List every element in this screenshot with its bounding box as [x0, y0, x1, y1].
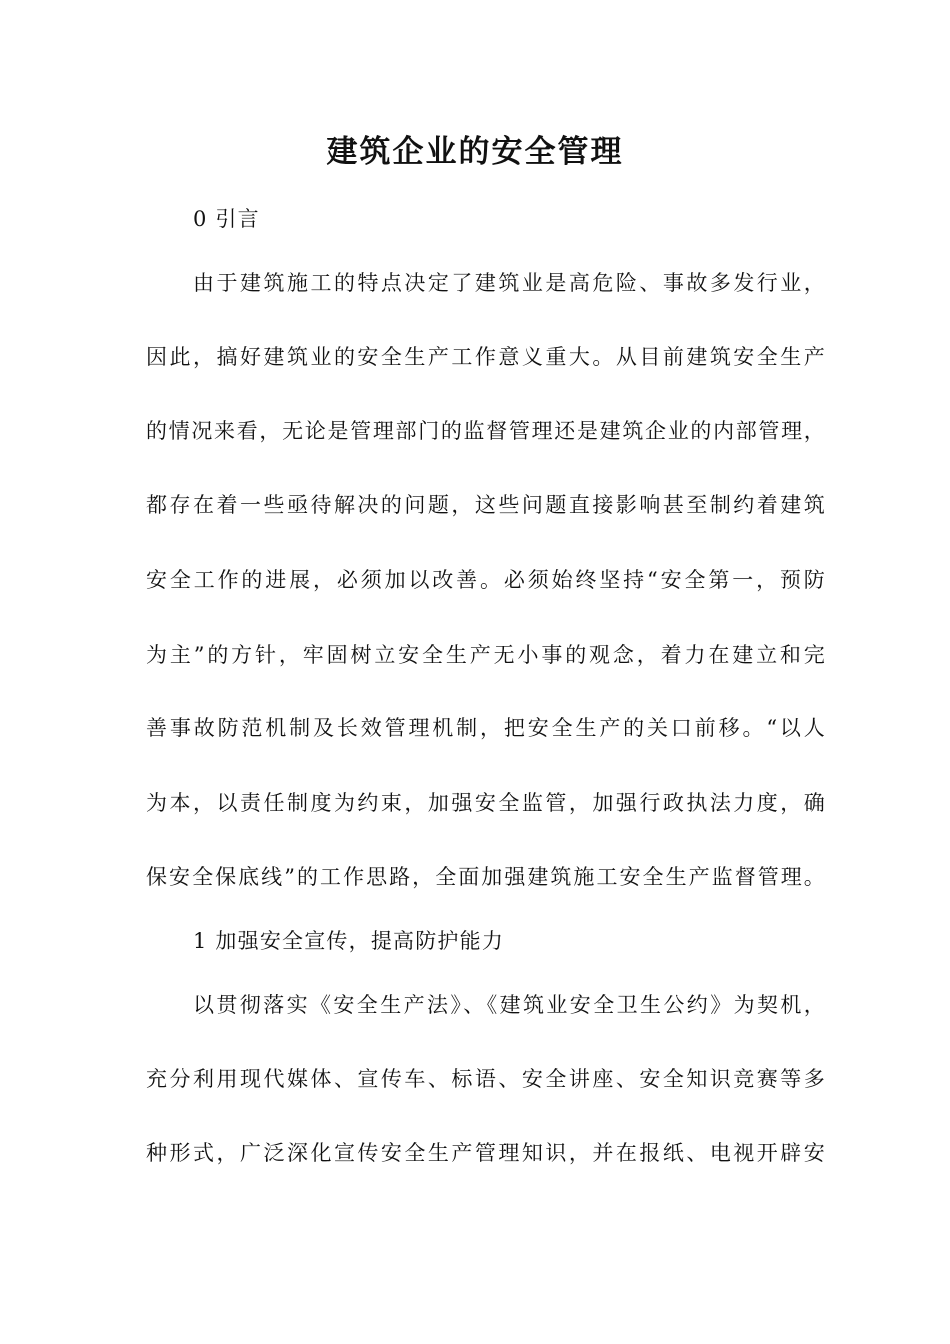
paragraph-line: 的情况来看，无论是管理部门的监督管理还是建筑企业的内部管理， [146, 419, 826, 443]
paragraph-line: 都存在着一些亟待解决的问题，这些问题直接影响甚至制约着建筑 [146, 493, 826, 517]
paragraph-line: 为本，以责任制度为约束，加强安全监管，加强行政执法力度，确 [146, 791, 826, 815]
paragraph-line: 由于建筑施工的特点决定了建筑业是高危险、事故多发行业， [193, 271, 826, 295]
document-title: 建筑企业的安全管理 [326, 134, 624, 170]
paragraph-line: 充分利用现代媒体、宣传车、标语、安全讲座、安全知识竞赛等多 [146, 1067, 826, 1091]
paragraph-line: 种形式，广泛深化宣传安全生产管理知识，并在报纸、电视开辟安 [146, 1141, 826, 1165]
paragraph-line: 安全工作的进展，必须加以改善。必须始终坚持“安全第一，预防 [146, 568, 826, 592]
paragraph-line: 因此，搞好建筑业的安全生产工作意义重大。从目前建筑安全生产 [146, 345, 826, 369]
paragraph-line: 以贯彻落实《安全生产法》、《建筑业安全卫生公约》为契机， [193, 993, 826, 1017]
paragraph-line: 保安全保底线”的工作思路，全面加强建筑施工安全生产监督管理。 [146, 865, 826, 889]
paragraph-line: 善事故防范机制及长效管理机制，把安全生产的关口前移。“以人 [146, 716, 826, 740]
section-heading-intro: 0 引言 [193, 207, 260, 231]
section-heading-1: 1 加强安全宣传，提高防护能力 [193, 929, 505, 953]
paragraph-line: 为主”的方针，牢固树立安全生产无小事的观念，着力在建立和完 [146, 643, 826, 667]
